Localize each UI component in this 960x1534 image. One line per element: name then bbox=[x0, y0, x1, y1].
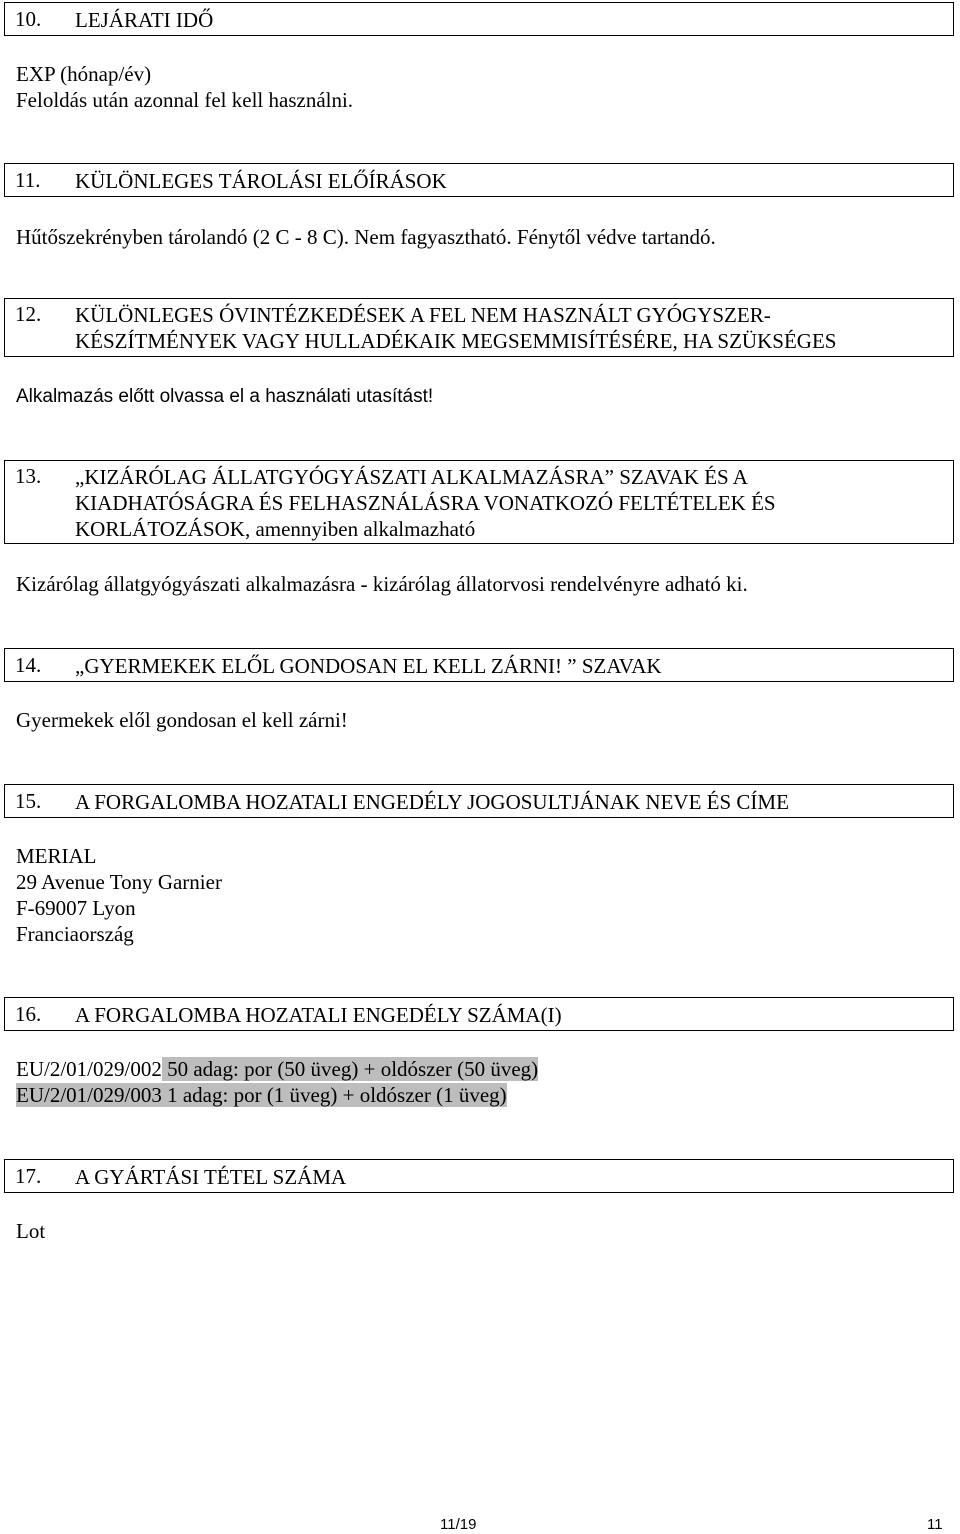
section-number: 11. bbox=[15, 168, 41, 192]
section-number: 10. bbox=[15, 7, 42, 31]
section-text: Feloldás után azonnal fel kell használni. bbox=[16, 88, 354, 112]
authorisation-code: EU/2/01/029/002 bbox=[16, 1057, 162, 1081]
section-title-line: KIADHATÓSÁGRA ÉS FELHASZNÁLÁSRA VONATKOZÓ FELTÉTELEK ÉS bbox=[75, 491, 776, 515]
section-header-14 bbox=[4, 648, 954, 682]
section-header-16 bbox=[4, 997, 954, 1031]
address-line: MERIAL bbox=[16, 844, 97, 868]
address-line: Franciaország bbox=[16, 922, 134, 946]
section-title: A GYÁRTÁSI TÉTEL SZÁMA bbox=[75, 1165, 347, 1189]
section-number: 13. bbox=[15, 464, 42, 488]
section-header-11 bbox=[4, 163, 954, 197]
section-number: 14. bbox=[15, 653, 42, 677]
section-number: 15. bbox=[15, 789, 42, 813]
section-title: A FORGALOMBA HOZATALI ENGEDÉLY SZÁMA(I) bbox=[75, 1003, 562, 1027]
address-line: F-69007 Lyon bbox=[16, 896, 136, 920]
section-title: „GYERMEKEK ELŐL GONDOSAN EL KELL ZÁRNI! ” SZAVAK bbox=[75, 654, 662, 678]
pack-description: 1 adag: por (1 üveg) + oldószer (1 üveg) bbox=[161, 1083, 507, 1107]
pack-description: 50 adag: por (50 üveg) + oldószer (50 üveg) bbox=[161, 1057, 539, 1081]
section-title-line: KORLÁTOZÁSOK, amennyiben alkalmazható bbox=[75, 517, 476, 541]
section-header-13 bbox=[4, 460, 954, 544]
section-number: 12. bbox=[15, 302, 42, 326]
section-number: 17. bbox=[15, 1164, 42, 1188]
section-title: A FORGALOMBA HOZATALI ENGEDÉLY JOGOSULTJÁNAK NEVE ÉS CÍME bbox=[75, 790, 789, 814]
section-text: Gyermekek elől gondosan el kell zárni! bbox=[16, 708, 348, 732]
section-title-line: KÜLÖNLEGES ÓVINTÉZKEDÉSEK A FEL NEM HASZNÁLT GYÓGYSZER- bbox=[75, 303, 771, 327]
authorisation-number-line bbox=[16, 1056, 538, 1082]
section-text: EXP (hónap/év) bbox=[16, 62, 152, 86]
authorisation-code: EU/2/01/029/003 bbox=[16, 1083, 162, 1107]
section-title-line: KÉSZÍTMÉNYEK VAGY HULLADÉKAIK MEGSEMMISÍTÉSÉRE, HA SZÜKSÉGES bbox=[75, 329, 837, 353]
address-line: 29 Avenue Tony Garnier bbox=[16, 870, 222, 894]
section-header-15 bbox=[4, 784, 954, 818]
section-header-10 bbox=[4, 2, 954, 36]
section-number: 16. bbox=[15, 1002, 42, 1026]
page-number: 11 bbox=[927, 1516, 943, 1533]
section-title: LEJÁRATI IDŐ bbox=[75, 8, 214, 32]
authorisation-number-line bbox=[16, 1082, 507, 1108]
section-text: Hűtőszekrényben tárolandó (2 C - 8 C). Nem fagyasztható. Fénytől védve tartandó. bbox=[16, 225, 716, 249]
section-text: Kizárólag állatgyógyászati alkalmazásra - kizárólag állatorvosi rendelvényre adható ki. bbox=[16, 572, 748, 596]
section-title-line: „KIZÁRÓLAG ÁLLATGYÓGYÁSZATI ALKALMAZÁSRA” SZAVAK ÉS A bbox=[75, 465, 748, 489]
section-header-17 bbox=[4, 1159, 954, 1193]
section-title: KÜLÖNLEGES TÁROLÁSI ELŐÍRÁSOK bbox=[75, 169, 447, 193]
section-text: Lot bbox=[16, 1219, 46, 1243]
page-indicator: 11/19 bbox=[440, 1516, 477, 1533]
section-header-12 bbox=[4, 298, 954, 357]
section-text: Alkalmazás előtt olvassa el a használati utasítást! bbox=[16, 386, 434, 407]
